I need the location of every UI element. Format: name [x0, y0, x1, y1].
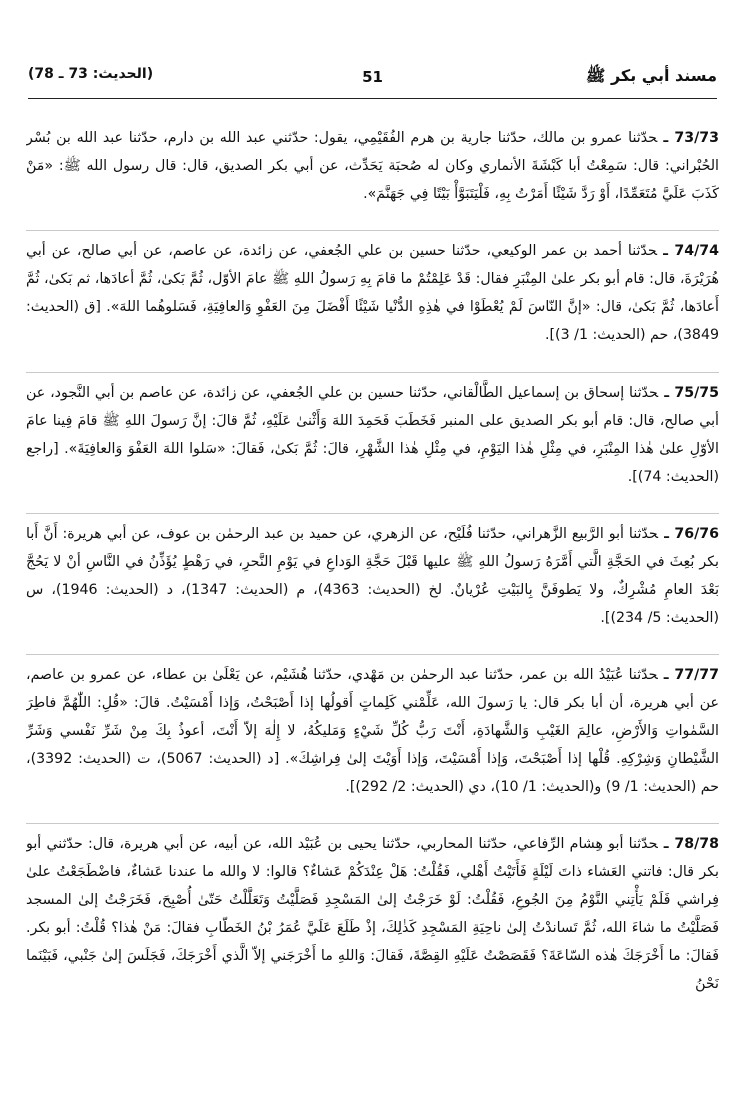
page-number: 51: [362, 68, 383, 86]
hadith-range: (الحديث: 73 ـ 78): [28, 66, 154, 82]
hadith-number: 77/77 ـ: [663, 666, 719, 683]
hadith-entry: [26, 513, 719, 640]
hadith-text: حدّثنا أحمد بن عمر الوكيعي، حدّثنا حسين بن علي الجُعفي، عن زائدة، عن عاصم، عن أبي صالح، عن أبي هُرَيْرَةَ، قال: قام أبو بكر علىٰ المِنْبَرِ فقال: قَدْ عَلِمْتُمْ ما قامَ بِهِ رَسولُ اللهِ ﷺ عامَ الأوّل، ثُمَّ بَكىٰ، ثُمَّ أعادَها، ثم بَكىٰ، ثُمَّ أَعادَها، ثُمَّ بَكىٰ، قال: «إنَّ النّاسَ لَمْ يُعْطَوْا في هٰذِهِ الدُّنْيا شَيْئًا أَفْضَلَ مِنَ العَفْوِ وَالعافِيَةِ، فَسَلوهُما اللهَ». [ق (الحديث: 3849)، حم (الحديث: 1/ 3)].: [26, 243, 719, 344]
book-title: مسند أبي بكر ﷺ: [586, 66, 717, 85]
hadith-entry: [26, 823, 719, 1006]
hadith-entry: [26, 230, 719, 357]
hadith-number: 74/74 ـ: [663, 243, 719, 260]
running-header: [28, 60, 717, 94]
header-divider: [28, 98, 717, 99]
hadith-text: حدّثنا عُبَيْدُ الله بن عمر، حدّثنا عبد الرحمٰن بن مَهْدي، حدّثنا هُشَيْم، عن يَعْلَىٰ بن عطاء، عن عمرو بن عاصم، عن أبي هريرة، أن أبا بكر قال: يا رَسولَ الله، عَلِّمْني كَلِماتٍ أَقولُها إذا أَصْبَحْتُ، وَإذا أَمْسَيْتُ. قالَ: «قُلِ: اللّٰهُمَّ فاطِرَ السَّمٰواتِ وَالأَرْضِ، عالِمَ الغَيْبِ وَالشَّهادَةِ، أَنْتَ رَبُّ كُلِّ شَيْءٍ وَمَليكُهُ، لا إِلٰهَ إلاّ أَنْتَ، أعوذُ بِكَ مِنْ شَرِّ نَفْسي وَشَرِّ الشَّيْطانِ وَشِرْكِهِ. قُلْها إذا أَصْبَحْتَ، وَإذا أَمْسَيْتَ، وَإذا أَوَيْتَ إلىٰ فِراشِكَ». [د (الحديث: 5067)، ت (الحديث: 3392)، حم (الحديث: 1/ 9) و(الحديث: 1/ 10)، دي (الحديث: 2/ 292)].: [26, 666, 719, 795]
hadith-number: 76/76 ـ: [664, 525, 719, 542]
hadith-number: 78/78 ـ: [663, 836, 719, 853]
hadith-text: حدّثنا أبو هِشام الرِّفاعي، حدّثنا المحاربي، حدّثنا يحيى بن عُبَيْد الله، عن أبيه، عن أبي هريرة، قال: حدّثني أبو بكر قال: فاتني العَشاء ذاتَ لَيْلَةٍ فَأَتَيْتُ أَهْلي، فَقُلْتُ: هَلْ عِنْدَكُمْ عَشاءٌ؟ قالوا: لا والله ما عندنا عَشاءٌ، فاضْطَجَعْتُ علىٰ فِراشي فَلَمْ يَأْتِني النَّوْمُ مِنَ الجُوعِ، فَقُلْتُ: لَوْ خَرَجْتُ إلىٰ المَسْجِدِ فَصَلَّيْتُ وَتَعَلَّلْتُ حَتّىٰ أُصْبِحَ، فَخَرَجْتُ إلىٰ المسجد فَصَلَّيْتُ ما شاءَ الله، ثُمَّ تَساندْتُ إلىٰ ناحِيَةِ المَسْجِدِ كَذٰلِكَ، إذْ طَلَعَ عَلَيَّ عُمَرُ بْنُ الخَطّابِ فقالَ: مَنْ هٰذا؟ قُلْتُ: أبو بكر. فَقالَ: ما أَخْرَجَكَ هٰذه السّاعَةَ؟ فَقَصَصْتُ عَلَيْهِ القِصَّةَ، فَقالَ: وَاللهِ ما أَخْرَجَني إلاّ الَّذي أَخْرَجَكَ، فَجَلَسَ إلىٰ جَنْبي، فَبَيْنَما نَحْنُ: [26, 836, 719, 993]
hadith-entry: [26, 118, 719, 216]
hadith-number: 75/75 ـ: [664, 384, 719, 401]
hadith-entry: [26, 372, 719, 499]
hadith-text: حدّثنا إسحاق بن إسماعيل الطَّالْقاني، حدّثنا حسين بن علي الجُعفي، عن زائدة، عن عاصم بن أبي النَّجود، عن أبي صالح، قال: قام أبو بكر الصديق على المنبر فَخَطَبَ فَحَمِدَ اللهَ وَأَثْنىٰ عَلَيْهِ، ثُمَّ قالَ: إنَّ رَسولَ اللهِ ﷺ قامَ فِينا عامَ الأوّلِ علىٰ هٰذا المِنْبَرِ، في مِثْلِ هٰذا اليَوْمِ، في مِثْلِ هٰذا الشَّهْرِ، قالَ: ثُمَّ بَكىٰ، فَقالَ: «سَلوا اللهَ العَفْوَ وَالعافِيَةَ». [راجع (الحديث: 74)].: [26, 384, 719, 485]
hadith-text: حدّثنا أبو الرَّبيع الزَّهراني، حدّثنا فُلَيْح، عن الزهري، عن حميد بن عبد الرحمٰن بن عوف، عن أبي هريرة: أَنَّ أَبا بكر بُعِثَ في الحَجَّةِ الَّتي أَمَّرَهُ رَسولُ اللهِ ﷺ عليها قَبْلَ حَجَّةِ الوَداعِ في يَوْمِ النَّحرِ، في رَهْطٍ يُؤَذِّنُ في النَّاسِ أنْ لا يَحُجَّ بَعْدَ العامِ مُشْرِكٌ، ولا يَطوفَنَّ بِالبَيْتِ عُرْيانٌ. لخ (الحديث: 4363)، م (الحديث: 1347)، د (الحديث: 1946)، س (الحديث: 5/ 234)].: [26, 525, 719, 626]
hadith-text: حدّثنا عمرو بن مالك، حدّثنا جارية بن هرم الفُقَيْمِي، يقول: حدّثني عبد الله بن دارم، حدّثنا عبد الله بن بُسْر الحُبْراني: قال: سَمِعْتُ أبا كَبْشَةَ الأنماري وكان له صُحبَة يَحَدِّث، عن أبي بكر الصديق، قال: قال رسول الله ﷺ: «مَنْ كَذَبَ عَلَيَّ مُتَعَمِّدًا، أَوْ رَدَّ شَيْئًا أَمَرْتُ بِهِ، فَلْيَتَبَوَّأْ بَيْتًا فِي جَهَنَّمَ».: [26, 130, 719, 203]
hadith-entry: [26, 654, 719, 809]
hadith-number: 73/73 ـ: [663, 130, 719, 147]
page-content: [26, 104, 719, 1091]
